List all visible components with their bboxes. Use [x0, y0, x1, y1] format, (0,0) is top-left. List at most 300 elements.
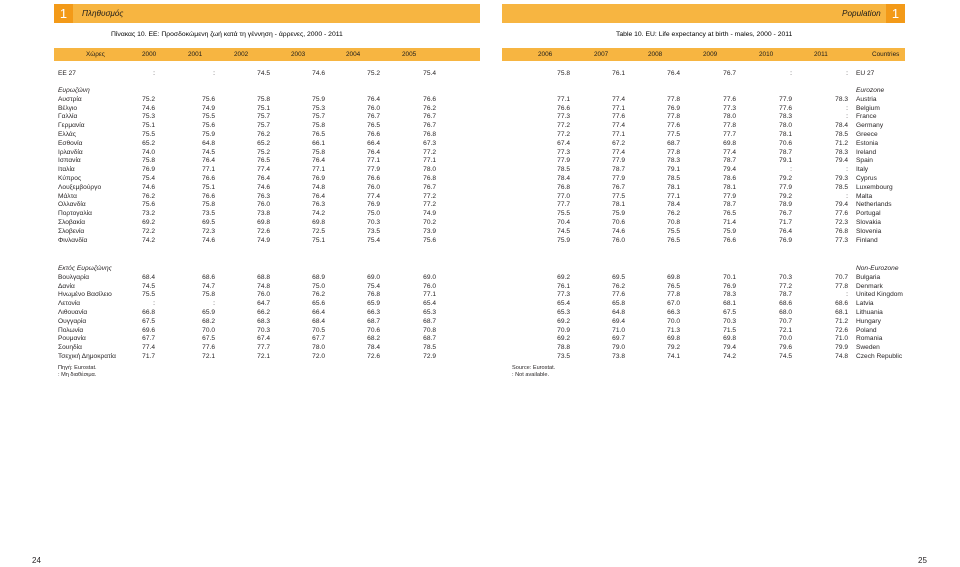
value-cell: 72.9: [423, 353, 436, 360]
section-header: [0, 265, 960, 274]
value-cell: 74.9: [257, 236, 270, 244]
country-name-english: Estonia: [856, 139, 878, 147]
value-cell: 79.4: [835, 157, 848, 165]
value-cell: 74.8: [835, 353, 848, 360]
value-cell: 77.4: [612, 95, 625, 103]
value-cell: 77.8: [667, 148, 680, 156]
value-cell: 78.3: [667, 157, 680, 165]
value-cell: 76.8: [557, 183, 570, 191]
value-cell: 75.3: [142, 113, 155, 121]
value-cell: 77.9: [612, 175, 625, 182]
table-row: [0, 219, 960, 228]
value-cell: 71.0: [835, 335, 848, 343]
value-cell: 74.5: [779, 353, 792, 360]
value-cell: 64.8: [612, 309, 625, 316]
value-cell: 77.9: [779, 95, 792, 103]
value-cell: 67.7: [142, 335, 155, 343]
value-cell: 76.5: [667, 282, 680, 290]
value-cell: 75.5: [142, 291, 155, 299]
value-cell: 77.3: [723, 104, 736, 112]
value-cell: 74.9: [423, 210, 436, 218]
country-name-english: Spain: [856, 157, 873, 165]
value-cell: 76.7: [423, 113, 436, 121]
country-name-english: Italy: [856, 166, 869, 174]
value-cell: 75.4: [142, 175, 155, 182]
value-cell: 76.4: [367, 95, 380, 103]
value-cell: 75.9: [723, 227, 736, 235]
country-name-greek: Λουξεμβούργο: [58, 183, 102, 191]
value-cell: 75.8: [257, 95, 270, 103]
value-cell: 73.5: [557, 353, 570, 360]
value-cell: 74.6: [142, 104, 155, 112]
country-name-greek: Μάλτα: [58, 192, 77, 200]
value-cell: :: [790, 166, 792, 174]
value-cell: 75.9: [557, 236, 570, 244]
value-cell: 77.0: [557, 192, 570, 200]
value-cell: 71.2: [835, 139, 848, 147]
value-cell: 67.3: [423, 139, 436, 147]
value-cell: 70.0: [202, 326, 215, 334]
value-cell: 66.3: [367, 309, 380, 316]
value-cell: 76.2: [667, 210, 680, 218]
value-cell: 71.0: [612, 326, 625, 334]
table-row: [0, 157, 960, 166]
country-name-english: Cyprus: [856, 175, 877, 182]
value-cell: 76.2: [612, 282, 625, 290]
country-name-greek: Σλοβενία: [58, 227, 85, 235]
country-name-english: Latvia: [856, 300, 874, 308]
value-cell: 79.9: [835, 344, 848, 352]
value-cell: 65.8: [612, 300, 625, 308]
value-cell: 77.5: [612, 192, 625, 200]
value-cell: 68.6: [835, 300, 848, 308]
value-cell: 67.5: [723, 309, 736, 316]
value-cell: 71.5: [723, 326, 736, 334]
table-title-english: Table 10. EU: Life expectancy at birth - males, 2000 - 2011: [616, 31, 793, 38]
year-header: 2010: [759, 51, 774, 58]
value-cell: 76.5: [367, 122, 380, 130]
value-cell: 77.2: [423, 148, 436, 156]
value-cell: 75.6: [423, 236, 436, 244]
value-cell: 73.8: [612, 353, 625, 360]
value-cell: 76.6: [367, 131, 380, 138]
value-cell: 75.1: [202, 183, 215, 191]
table-row: [0, 291, 960, 300]
country-name-greek: Αυστρία: [58, 95, 82, 103]
value-cell: 76.6: [557, 104, 570, 112]
country-name-english: Sweden: [856, 344, 880, 352]
value-cell: 77.4: [142, 344, 155, 352]
value-cell: 78.6: [723, 175, 736, 182]
value-cell: 64.7: [257, 300, 270, 308]
value-cell: 69.2: [142, 219, 155, 226]
value-cell: 69.2: [557, 273, 570, 281]
value-cell: 73.9: [423, 227, 436, 235]
value-cell: 78.4: [557, 175, 570, 182]
value-cell: 71.4: [723, 219, 736, 226]
country-name-english: Malta: [856, 192, 873, 200]
value-cell: 79.2: [779, 175, 792, 182]
value-cell: 75.2: [142, 95, 155, 103]
value-cell: 71.7: [779, 219, 792, 226]
table-row: [0, 166, 960, 175]
value-cell: 79.0: [612, 344, 625, 352]
value-cell: 75.8: [202, 291, 215, 299]
value-cell: 75.1: [257, 104, 270, 112]
value-cell: 76.5: [723, 210, 736, 218]
country-name-english: Romania: [856, 335, 883, 343]
value-cell: 78.3: [835, 95, 848, 103]
country-name-english: Hungary: [856, 317, 881, 325]
value-cell: 70.6: [779, 139, 792, 147]
country-name-greek: Πολωνία: [58, 326, 84, 334]
country-name-english: Portugal: [856, 210, 881, 218]
country-name-greek: Ιρλανδία: [58, 148, 83, 156]
value-cell: :: [846, 192, 848, 200]
value-cell: 78.5: [423, 344, 436, 352]
value-cell: 75.8: [312, 148, 325, 156]
value-cell: :: [846, 166, 848, 174]
value-cell: 72.5: [312, 227, 325, 235]
value-cell: 79.1: [779, 157, 792, 165]
country-name-greek: Ουγγαρία: [58, 317, 87, 325]
country-name-greek: Λετονία: [58, 300, 81, 308]
value-cell: 70.4: [557, 219, 570, 226]
value-cell: 76.9: [367, 201, 380, 209]
value-cell: :: [846, 104, 848, 112]
value-cell: 76.0: [367, 183, 380, 191]
value-cell: 74.6: [142, 183, 155, 191]
value-cell: 76.9: [312, 175, 325, 182]
table-row-eu27: [0, 70, 960, 79]
value-cell: 77.6: [779, 104, 792, 112]
value-cell: 68.7: [423, 317, 436, 325]
value-cell: 69.8: [257, 219, 270, 226]
value-cell: 72.6: [257, 227, 270, 235]
value-cell: :: [213, 70, 215, 77]
country-name-greek: Πορτογαλία: [58, 210, 92, 218]
value-cell: 75.6: [202, 122, 215, 130]
footnote-na-greek: : Μη διαθέσιμα.: [58, 372, 97, 378]
value-cell: 73.8: [257, 210, 270, 218]
value-cell: 77.6: [202, 344, 215, 352]
value-cell: 66.4: [312, 309, 325, 316]
section-label-greek: Εκτός Ευρωζώνης: [58, 265, 112, 272]
value-cell: 67.2: [612, 139, 625, 147]
value-cell: 76.4: [312, 157, 325, 165]
value-cell: 68.7: [367, 317, 380, 325]
value-cell: 67.4: [257, 335, 270, 343]
country-name-english: Luxembourg: [856, 183, 893, 191]
table-row: [0, 353, 960, 362]
value-cell: 78.1: [723, 183, 736, 191]
section-label-english: Non-Eurozone: [856, 265, 899, 272]
year-header: 2005: [402, 51, 417, 58]
value-cell: 78.5: [835, 131, 848, 138]
value-cell: 78.7: [723, 201, 736, 209]
year-header: 2001: [188, 51, 203, 58]
value-cell: 70.2: [423, 219, 436, 226]
value-cell: 74.5: [202, 148, 215, 156]
value-cell: :: [153, 300, 155, 308]
value-cell: 77.5: [667, 131, 680, 138]
table-row: [0, 309, 960, 318]
value-cell: 78.3: [723, 291, 736, 299]
table-row: [0, 113, 960, 122]
value-cell: 69.8: [667, 335, 680, 343]
table-row: [0, 344, 960, 353]
value-cell: 68.9: [312, 273, 325, 281]
value-cell: 79.6: [779, 344, 792, 352]
value-cell: 78.1: [779, 131, 792, 138]
value-cell: 76.2: [312, 291, 325, 299]
year-header: 2004: [346, 51, 361, 58]
country-name-english: Slovakia: [856, 219, 881, 226]
value-cell: 72.2: [142, 227, 155, 235]
value-cell: 75.7: [312, 113, 325, 121]
country-name-greek: Ιταλία: [58, 166, 75, 174]
value-cell: 68.2: [367, 335, 380, 343]
value-cell: 69.4: [612, 317, 625, 325]
value-cell: 70.6: [367, 326, 380, 334]
table-row: [0, 335, 960, 344]
value-cell: 69.6: [142, 326, 155, 334]
table-row: [0, 228, 960, 237]
value-cell: 74.6: [202, 236, 215, 244]
value-cell: 77.4: [367, 192, 380, 200]
value-cell: 64.8: [202, 139, 215, 147]
value-cell: 74.5: [142, 282, 155, 290]
value-cell: 66.3: [667, 309, 680, 316]
value-cell: 72.1: [202, 353, 215, 360]
value-cell: :: [846, 291, 848, 299]
value-cell: 76.4: [202, 157, 215, 165]
country-name-greek: Ισπανία: [58, 157, 81, 165]
value-cell: 73.5: [367, 227, 380, 235]
value-cell: 67.5: [202, 335, 215, 343]
value-cell: 68.3: [257, 317, 270, 325]
country-name-greek: Γερμανία: [58, 122, 85, 130]
column-header-left: [54, 48, 480, 61]
value-cell: 78.5: [557, 166, 570, 174]
country-name-english: Germany: [856, 122, 884, 130]
value-cell: 75.4: [367, 282, 380, 290]
value-cell: 78.0: [423, 166, 436, 174]
section-label-greek: Ευρωζώνη: [58, 87, 90, 94]
value-cell: 78.0: [779, 122, 792, 130]
value-cell: 70.3: [367, 219, 380, 226]
value-cell: 78.7: [779, 148, 792, 156]
value-cell: 78.3: [835, 148, 848, 156]
value-cell: 77.4: [612, 122, 625, 130]
value-cell: 79.4: [723, 166, 736, 174]
value-cell: 78.4: [367, 344, 380, 352]
value-cell: 74.5: [557, 227, 570, 235]
value-cell: 77.1: [557, 95, 570, 103]
chapter-number-right: 1: [886, 4, 905, 23]
value-cell: 77.8: [667, 95, 680, 103]
value-cell: 75.6: [142, 201, 155, 209]
country-name-english: Greece: [856, 131, 878, 138]
year-header: 2006: [538, 51, 553, 58]
value-cell: 76.0: [612, 236, 625, 244]
value-cell: 74.6: [312, 70, 325, 77]
country-name-greek: ΕΕ 27: [58, 70, 76, 77]
value-cell: 76.0: [257, 201, 270, 209]
year-header: 2002: [234, 51, 249, 58]
table-row: [0, 105, 960, 114]
value-cell: 74.5: [257, 70, 270, 77]
value-cell: 67.5: [142, 317, 155, 325]
value-cell: 75.7: [257, 113, 270, 121]
country-name-greek: Κύπρος: [58, 175, 82, 182]
year-header: 2008: [648, 51, 663, 58]
value-cell: 76.7: [723, 70, 736, 77]
country-name-greek: Σλοβακία: [58, 219, 86, 226]
value-cell: 76.6: [723, 236, 736, 244]
table-row: [0, 283, 960, 292]
value-cell: 69.8: [312, 219, 325, 226]
value-cell: 74.1: [667, 353, 680, 360]
value-cell: 68.1: [723, 300, 736, 308]
table-row: [0, 210, 960, 219]
value-cell: 75.2: [367, 70, 380, 77]
country-name-greek: Ηνωμένο Βασίλειο: [58, 291, 112, 299]
page-number-left: 24: [32, 556, 41, 565]
value-cell: 70.7: [835, 273, 848, 281]
value-cell: 68.0: [779, 309, 792, 316]
value-cell: 76.6: [202, 175, 215, 182]
value-cell: 67.0: [667, 300, 680, 308]
value-cell: 70.0: [667, 317, 680, 325]
country-name-english: Ireland: [856, 148, 877, 156]
country-name-english: Finland: [856, 236, 878, 244]
table-row: [0, 274, 960, 283]
value-cell: 77.6: [723, 95, 736, 103]
value-cell: 76.9: [723, 282, 736, 290]
country-name-greek: Ολλανδία: [58, 201, 86, 209]
value-cell: 68.7: [667, 139, 680, 147]
country-name-english: Poland: [856, 326, 877, 334]
country-name-english: Netherlands: [856, 201, 892, 209]
value-cell: 77.9: [779, 183, 792, 191]
value-cell: 69.2: [557, 317, 570, 325]
table-row: [0, 318, 960, 327]
value-cell: 77.1: [423, 157, 436, 165]
country-name-english: Bulgaria: [856, 273, 881, 281]
country-name-greek: Βουλγαρία: [58, 273, 90, 281]
value-cell: 69.8: [667, 273, 680, 281]
table-row: [0, 327, 960, 336]
value-cell: 65.2: [142, 139, 155, 147]
value-cell: 78.5: [835, 183, 848, 191]
value-cell: 69.2: [557, 335, 570, 343]
value-cell: 68.2: [202, 317, 215, 325]
value-cell: 76.6: [202, 192, 215, 200]
value-cell: 69.8: [723, 335, 736, 343]
value-cell: 70.1: [723, 273, 736, 281]
value-cell: 72.3: [202, 227, 215, 235]
table-row: [0, 201, 960, 210]
country-name-greek: Φινλανδία: [58, 236, 88, 244]
year-header: 2000: [142, 51, 157, 58]
value-cell: 76.4: [667, 70, 680, 77]
year-header: 2011: [814, 51, 828, 58]
table-row: [0, 175, 960, 184]
value-cell: 77.9: [612, 157, 625, 165]
value-cell: 77.1: [612, 104, 625, 112]
value-cell: 77.9: [367, 166, 380, 174]
value-cell: 69.5: [202, 219, 215, 226]
country-name-english: Denmark: [856, 282, 883, 290]
value-cell: 75.4: [423, 70, 436, 77]
country-name-greek: Βέλγιο: [58, 104, 78, 112]
value-cell: 79.1: [667, 166, 680, 174]
value-cell: 69.0: [423, 273, 436, 281]
value-cell: 77.8: [723, 122, 736, 130]
value-cell: 76.1: [557, 282, 570, 290]
value-cell: 74.2: [142, 236, 155, 244]
country-name-greek: Ρουμανία: [58, 335, 86, 343]
value-cell: 77.2: [779, 282, 792, 290]
table-row: [0, 149, 960, 158]
value-cell: 78.7: [612, 166, 625, 174]
value-cell: 74.7: [202, 282, 215, 290]
value-cell: 79.4: [835, 201, 848, 209]
value-cell: 76.4: [312, 192, 325, 200]
value-cell: 76.5: [667, 236, 680, 244]
value-cell: 77.4: [612, 148, 625, 156]
table-row: [0, 237, 960, 246]
value-cell: 77.7: [257, 344, 270, 352]
country-name-english: Lithuania: [856, 309, 883, 316]
value-cell: 76.8: [423, 175, 436, 182]
value-cell: 72.3: [835, 219, 848, 226]
value-cell: 75.0: [312, 282, 325, 290]
value-cell: 75.6: [202, 95, 215, 103]
footnote-source-english: Source: Eurostat.: [512, 365, 556, 371]
value-cell: 75.8: [312, 122, 325, 130]
country-name-greek: Σουηδία: [58, 344, 82, 352]
value-cell: 76.3: [312, 201, 325, 209]
value-cell: 70.3: [779, 273, 792, 281]
value-cell: 69.5: [612, 273, 625, 281]
value-cell: 65.4: [557, 300, 570, 308]
section-label-english: Eurozone: [856, 87, 885, 94]
value-cell: 76.4: [779, 227, 792, 235]
value-cell: 74.2: [723, 353, 736, 360]
value-cell: 74.6: [612, 227, 625, 235]
value-cell: 72.6: [367, 353, 380, 360]
value-cell: 69.8: [723, 139, 736, 147]
value-cell: 75.9: [612, 210, 625, 218]
value-cell: 77.7: [723, 131, 736, 138]
value-cell: 67.7: [312, 335, 325, 343]
chapter-title-right: Population: [842, 9, 881, 18]
value-cell: 78.4: [667, 201, 680, 209]
year-header: 2003: [291, 51, 306, 58]
value-cell: 76.0: [257, 291, 270, 299]
country-name-greek: Δανία: [58, 282, 75, 290]
value-cell: 76.2: [423, 104, 436, 112]
value-cell: 77.9: [723, 192, 736, 200]
page-number-right: 25: [918, 556, 927, 565]
value-cell: 66.2: [257, 309, 270, 316]
value-cell: 68.1: [835, 309, 848, 316]
value-cell: 74.0: [142, 148, 155, 156]
value-cell: 71.2: [835, 317, 848, 325]
value-cell: 76.8: [423, 131, 436, 138]
